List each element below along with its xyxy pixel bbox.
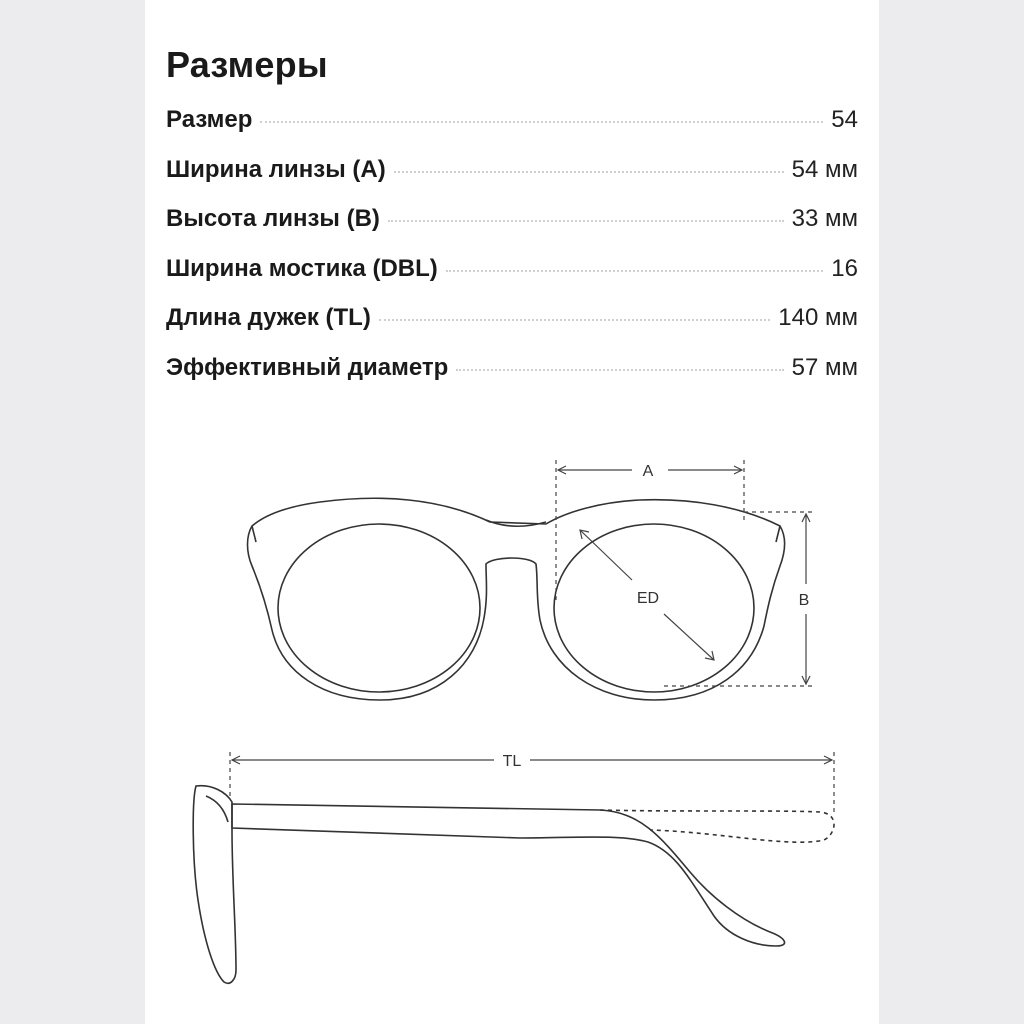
row-value: 57 мм	[791, 353, 858, 381]
lens-left	[278, 524, 480, 692]
temple-tip-dashed	[600, 810, 834, 842]
ed-line-upper	[580, 530, 632, 580]
row-label: Длина дужек (TL)	[166, 304, 371, 332]
label-b: B	[798, 592, 810, 609]
row-label: Эффективный диаметр	[166, 353, 449, 381]
frame-front-outline	[248, 498, 785, 700]
glasses-front-view	[248, 498, 785, 700]
label-ed: ED	[636, 590, 660, 607]
row-value: 54	[831, 106, 858, 133]
section-title: Размеры	[166, 44, 328, 85]
hinge-right	[776, 526, 780, 542]
row-label: Высота линзы (B)	[166, 205, 380, 233]
glasses-side-view	[193, 786, 834, 984]
row-value: 16	[831, 254, 858, 282]
row-label: Размер	[166, 106, 253, 133]
dimension-a	[556, 460, 744, 600]
ed-line-lower	[664, 614, 714, 660]
dimension-b	[664, 512, 812, 686]
label-a: A	[642, 463, 654, 480]
hinge-left	[252, 526, 256, 542]
row-value: 54 мм	[791, 155, 858, 183]
row-label: Ширина мостика (DBL)	[166, 254, 438, 282]
temple-arm	[232, 804, 785, 946]
row-value: 140 мм	[778, 304, 858, 332]
row-label: Ширина линзы (A)	[166, 155, 386, 183]
front-rim-side	[193, 786, 236, 984]
row-value: 33 мм	[791, 205, 858, 233]
rim-inner-line	[206, 796, 228, 822]
lens-right	[554, 524, 754, 692]
label-tl: TL	[502, 753, 522, 770]
